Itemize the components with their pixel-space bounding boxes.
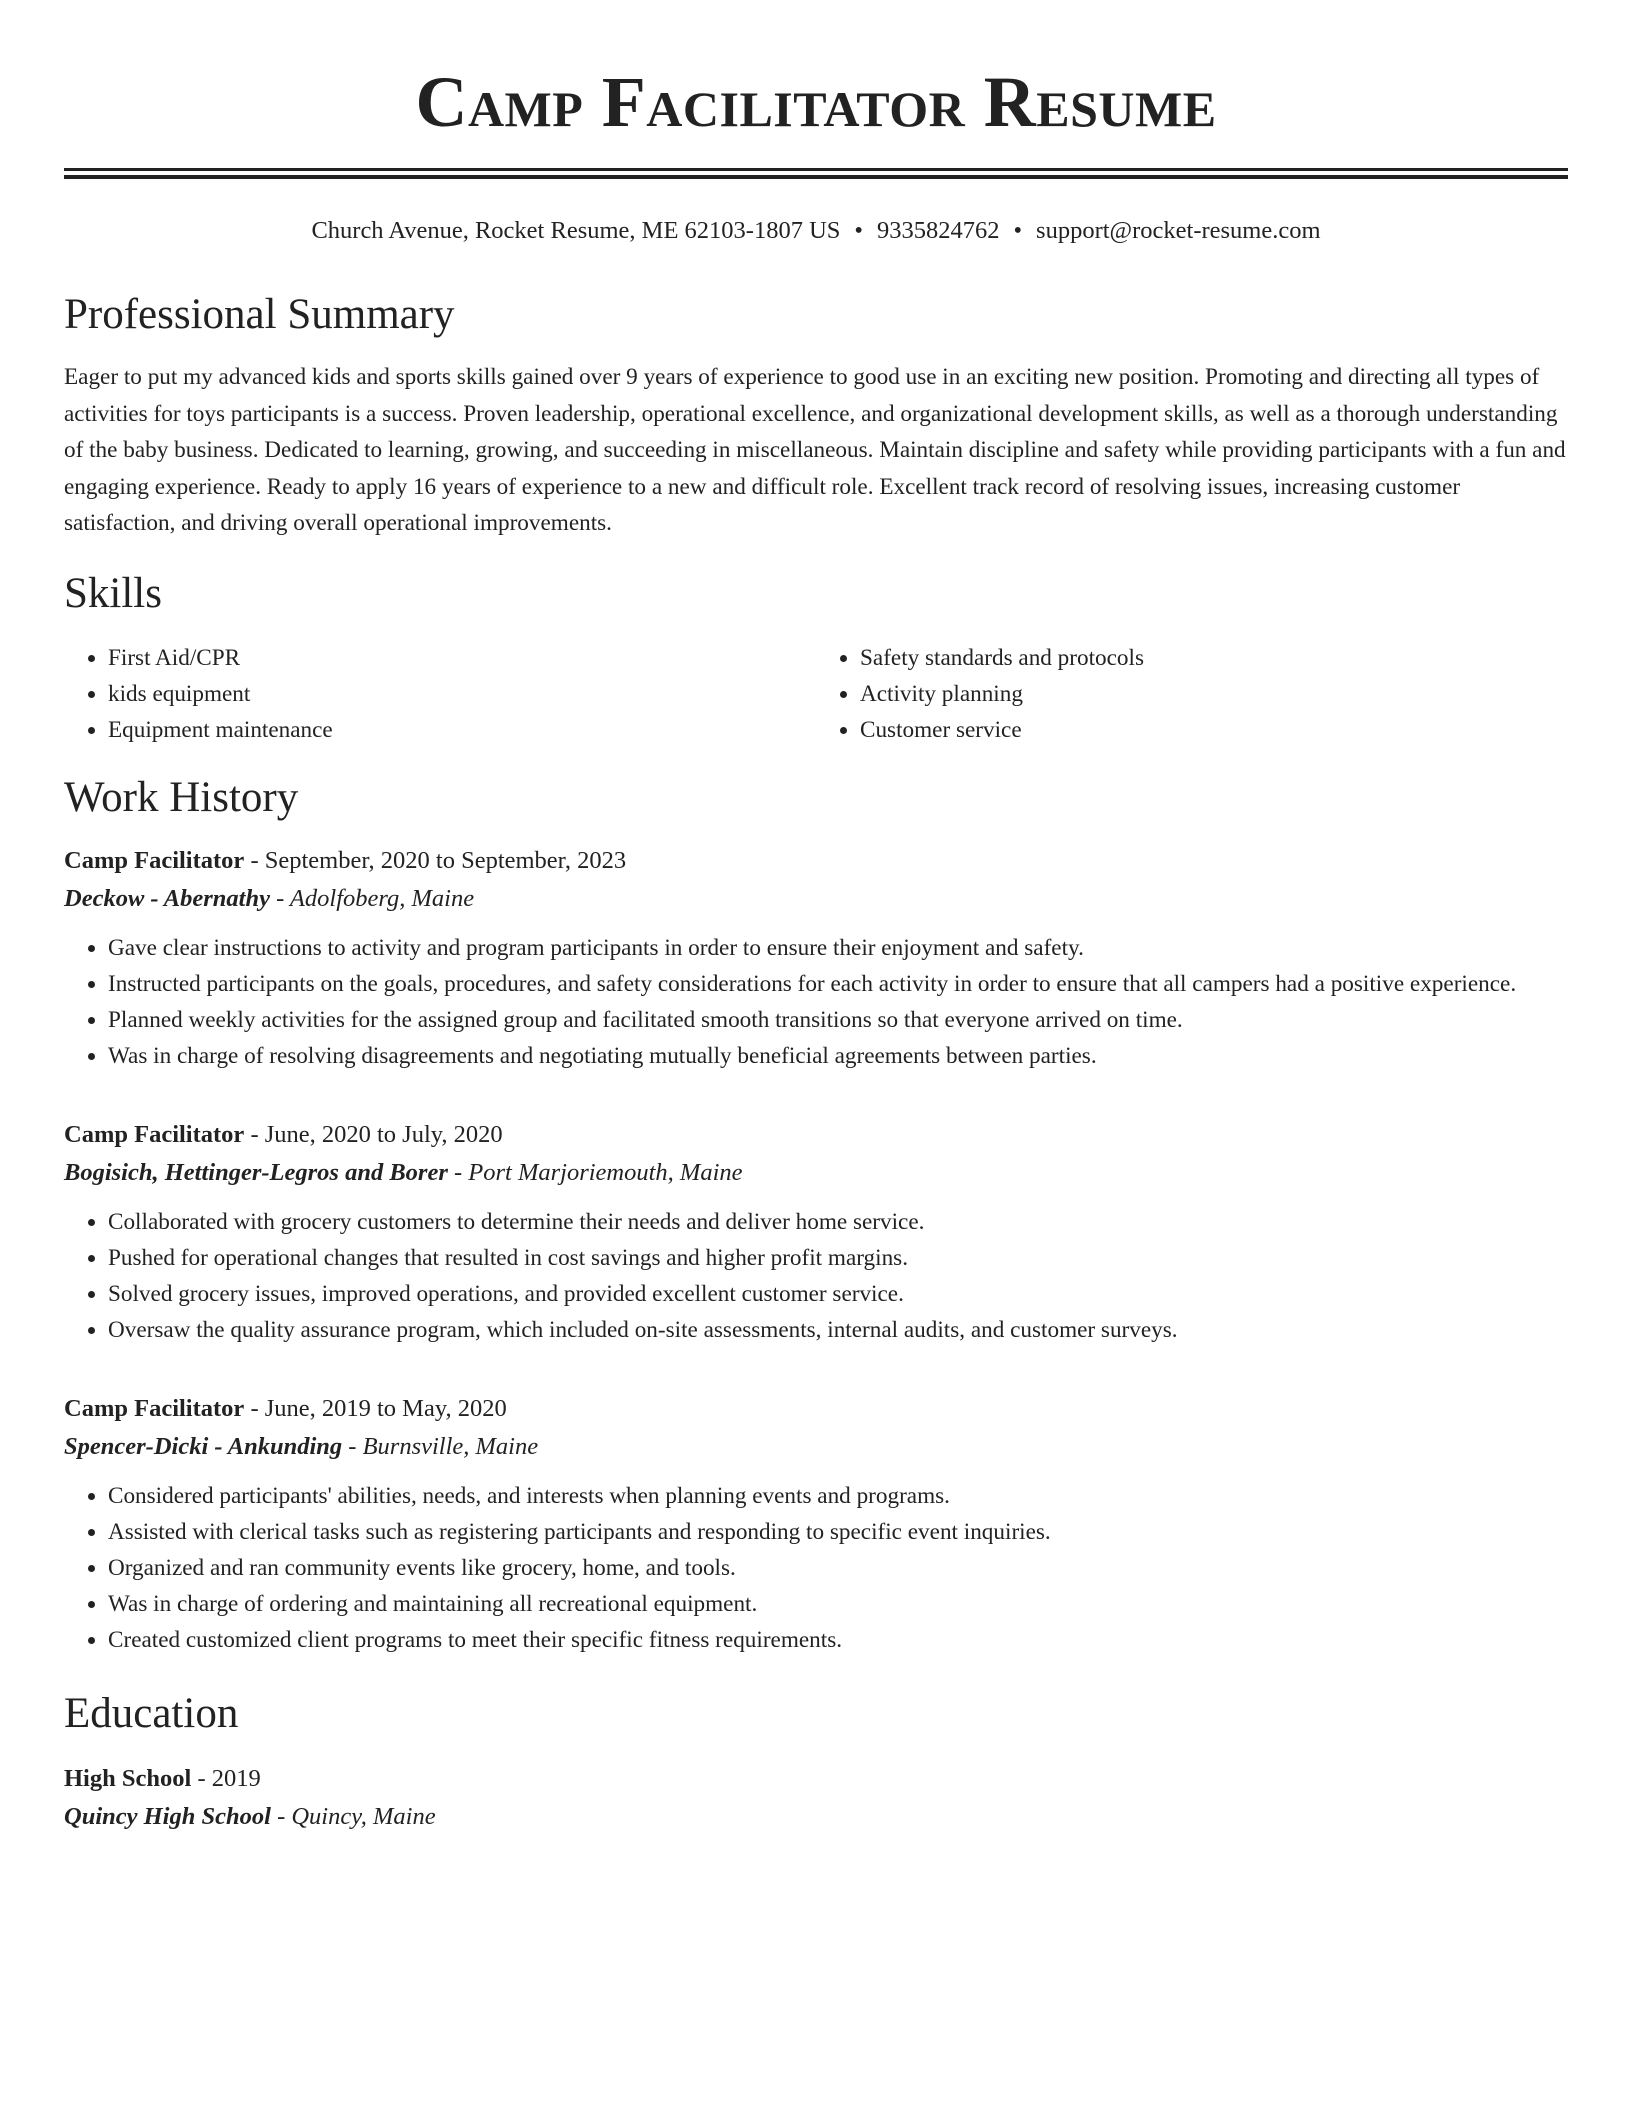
job-title: Camp Facilitator xyxy=(64,846,245,874)
employer-name: Spencer-Dicki - Ankunding xyxy=(64,1432,343,1460)
job-duty: • Assisted with clerical tasks such as registering participants and responding to specific event inquiries. xyxy=(108,1514,1568,1550)
employer-location: - Port Marjoriemouth, Maine xyxy=(453,1158,743,1186)
job-duty: • Planned weekly activities for the assigned group and facilitated smooth transitions so that everyone arrived on time. xyxy=(108,1002,1568,1038)
school-line xyxy=(64,1798,1568,1836)
contact-line xyxy=(64,215,1568,247)
skill-item: • First Aid/CPR xyxy=(108,640,816,676)
degree-line xyxy=(64,1760,1568,1798)
contact-separator: • xyxy=(1013,217,1023,244)
skills-column-right xyxy=(816,640,1568,748)
job-title-line xyxy=(64,842,1568,880)
education-heading: Education xyxy=(64,1689,239,1737)
resume-title: Camp Facilitator Resume xyxy=(415,62,1217,142)
school-name: Quincy High School xyxy=(64,1802,271,1830)
skill-item: • Customer service xyxy=(860,712,1568,748)
skill-item: • Activity planning xyxy=(860,676,1568,712)
job-duties xyxy=(64,930,1568,1074)
skills-list xyxy=(64,640,1568,748)
summary-text: Eager to put my advanced kids and sports skills gained over 9 years of experience to good use in an exciting new position. Promoting and directing all types of activities for toys participants is a success. Proven leadership, operational excellence, and organizational development skills, as well as a thorough understanding of the baby business. Dedicated to learning, growing, and succeeding in miscellaneous. Maintain discipline and safety while providing participants with a fun and engaging experience. Ready to apply 16 years of experience to a new and difficult role. Excellent track record of resolving issues, increasing customer satisfaction, and driving overall operational improvements. xyxy=(64,364,1566,536)
job-duty: • Oversaw the quality assurance program, which included on-site assessments, internal audits, and customer surveys. xyxy=(108,1312,1568,1348)
job-duty: • Organized and ran community events like grocery, home, and tools. xyxy=(108,1550,1568,1586)
job-duty: • Solved grocery issues, improved operations, and provided excellent customer service. xyxy=(108,1276,1568,1312)
employer-name: Bogisich, Hettinger-Legros and Borer xyxy=(64,1158,448,1186)
job-duties xyxy=(64,1478,1568,1658)
job-duty: • Pushed for operational changes that resulted in cost savings and higher profit margins. xyxy=(108,1240,1568,1276)
job-duty: • Considered participants' abilities, needs, and interests when planning events and programs. xyxy=(108,1478,1568,1514)
job-dates: - September, 2020 to September, 2023 xyxy=(250,846,627,874)
skill-item: • kids equipment xyxy=(108,676,816,712)
skill-item: • Equipment maintenance xyxy=(108,712,816,748)
school-location: - Quincy, Maine xyxy=(277,1802,436,1830)
employer-line xyxy=(64,1154,1568,1192)
job-duty: • Was in charge of resolving disagreements and negotiating mutually beneficial agreements between parties. xyxy=(108,1038,1568,1074)
employer-line xyxy=(64,880,1568,918)
job-duty: • Created customized client programs to meet their specific fitness requirements. xyxy=(108,1622,1568,1658)
skill-item: • Safety standards and protocols xyxy=(860,640,1568,676)
job-dates: - June, 2020 to July, 2020 xyxy=(250,1120,503,1148)
degree: High School xyxy=(64,1764,192,1792)
job-duty: • Instructed participants on the goals, procedures, and safety considerations for each activity in order to ensure that all campers had a positive experience. xyxy=(108,966,1568,1002)
title-divider xyxy=(64,168,1568,179)
job-dates: - June, 2019 to May, 2020 xyxy=(250,1394,507,1422)
job-duties xyxy=(64,1204,1568,1348)
contact-address: Church Avenue, Rocket Resume, ME 62103-1807 US xyxy=(311,217,841,244)
job-title: Camp Facilitator xyxy=(64,1120,245,1148)
job-duty: • Gave clear instructions to activity and program participants in order to ensure their enjoyment and safety. xyxy=(108,930,1568,966)
work-history-heading: Work History xyxy=(64,773,299,821)
graduation-year: - 2019 xyxy=(197,1764,261,1792)
employer-line xyxy=(64,1428,1568,1466)
contact-separator: • xyxy=(854,217,863,244)
job-entry xyxy=(64,1116,1568,1348)
job-title: Camp Facilitator xyxy=(64,1394,245,1422)
job-title-line xyxy=(64,1116,1568,1154)
skills-heading: Skills xyxy=(64,569,162,617)
contact-phone: 9335824762 xyxy=(876,217,1000,244)
employer-location: - Burnsville, Maine xyxy=(348,1432,539,1460)
employer-name: Deckow - Abernathy xyxy=(64,884,270,912)
job-title-line xyxy=(64,1390,1568,1428)
contact-email: support@rocket-resume.com xyxy=(1036,217,1321,244)
education-entry xyxy=(64,1760,1568,1836)
job-duty: • Collaborated with grocery customers to determine their needs and deliver home service. xyxy=(108,1204,1568,1240)
job-duty: • Was in charge of ordering and maintaining all recreational equipment. xyxy=(108,1586,1568,1622)
skills-column-left xyxy=(64,640,816,748)
job-entry xyxy=(64,842,1568,1074)
summary-heading: Professional Summary xyxy=(64,291,455,338)
job-entry xyxy=(64,1390,1568,1658)
employer-location: - Adolfoberg, Maine xyxy=(276,884,475,912)
